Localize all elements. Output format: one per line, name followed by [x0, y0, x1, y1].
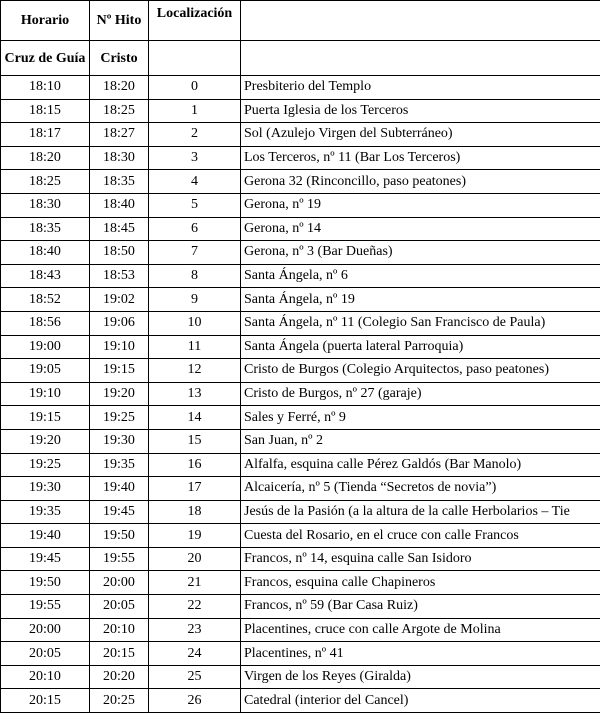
location-text: Puerta Iglesia de los Terceros: [241, 99, 600, 123]
table-row: [1, 170, 600, 194]
cruz-time: 18:17: [1, 123, 90, 147]
location-text: Alcaicería, nº 5 (Tienda “Secretos de novia”): [241, 477, 600, 501]
location-text: Gerona, nº 14: [241, 217, 600, 241]
location-text: Sales y Ferré, nº 9: [241, 406, 600, 430]
hito-number: 25: [149, 665, 241, 689]
cruz-time: 18:35: [1, 217, 90, 241]
hito-number: 7: [149, 241, 241, 265]
header-cruz-de-guia: Cruz de Guía: [1, 41, 90, 76]
cruz-time: 20:00: [1, 618, 90, 642]
cristo-time: 20:05: [90, 595, 149, 619]
cruz-time: 18:20: [1, 146, 90, 170]
hito-number: 2: [149, 123, 241, 147]
header-empty: [241, 41, 600, 76]
table-row: [1, 689, 600, 713]
cruz-time: 19:50: [1, 571, 90, 595]
hito-number: 8: [149, 264, 241, 288]
cristo-time: 19:02: [90, 288, 149, 312]
cristo-time: 19:35: [90, 453, 149, 477]
table-row: [1, 288, 600, 312]
location-text: Placentines, cruce con calle Argote de Molina: [241, 618, 600, 642]
cruz-time: 20:15: [1, 689, 90, 713]
cruz-time: 19:25: [1, 453, 90, 477]
hito-number: 24: [149, 642, 241, 666]
hito-number: 6: [149, 217, 241, 241]
location-text: Catedral (interior del Cancel): [241, 689, 600, 713]
header-cristo: Cristo: [90, 41, 149, 76]
table-row: [1, 477, 600, 501]
location-text: Francos, nº 14, esquina calle San Isidoro: [241, 547, 600, 571]
location-text: Placentines, nº 41: [241, 642, 600, 666]
location-text: Santa Ángela, nº 6: [241, 264, 600, 288]
cruz-time: 19:05: [1, 359, 90, 383]
hito-number: 4: [149, 170, 241, 194]
table-row: [1, 123, 600, 147]
location-text: Sol (Azulejo Virgen del Subterráneo): [241, 123, 600, 147]
table-row: [1, 500, 600, 524]
cruz-time: 18:30: [1, 193, 90, 217]
hito-number: 21: [149, 571, 241, 595]
location-text: Gerona, nº 19: [241, 193, 600, 217]
location-text: Santa Ángela (puerta lateral Parroquia): [241, 335, 600, 359]
cruz-time: 19:20: [1, 429, 90, 453]
cruz-time: 19:55: [1, 595, 90, 619]
cristo-time: 18:25: [90, 99, 149, 123]
cristo-time: 20:00: [90, 571, 149, 595]
header-horario: Horario: [1, 1, 90, 41]
header-empty: [149, 41, 241, 76]
hito-number: 11: [149, 335, 241, 359]
table-row: [1, 524, 600, 548]
cristo-time: 19:25: [90, 406, 149, 430]
cruz-time: 18:52: [1, 288, 90, 312]
cristo-time: 19:30: [90, 429, 149, 453]
cristo-time: 19:15: [90, 359, 149, 383]
hito-number: 10: [149, 311, 241, 335]
cristo-time: 18:40: [90, 193, 149, 217]
location-text: Los Terceros, nº 11 (Bar Los Terceros): [241, 146, 600, 170]
cruz-time: 19:45: [1, 547, 90, 571]
hito-number: 3: [149, 146, 241, 170]
location-text: Virgen de los Reyes (Giralda): [241, 665, 600, 689]
table-row: [1, 311, 600, 335]
hito-number: 16: [149, 453, 241, 477]
location-text: Francos, esquina calle Chapineros: [241, 571, 600, 595]
cruz-time: 19:30: [1, 477, 90, 501]
cruz-time: 20:10: [1, 665, 90, 689]
table-body: [1, 76, 600, 713]
table-row: [1, 359, 600, 383]
location-text: Santa Ángela, nº 11 (Colegio San Francisco de Paula): [241, 311, 600, 335]
table-row: [1, 241, 600, 265]
cristo-time: 18:20: [90, 76, 149, 100]
location-text: Presbiterio del Templo: [241, 76, 600, 100]
cristo-time: 18:45: [90, 217, 149, 241]
location-text: Cuesta del Rosario, en el cruce con calle Francos: [241, 524, 600, 548]
hito-number: 19: [149, 524, 241, 548]
hito-number: 17: [149, 477, 241, 501]
cruz-time: 19:35: [1, 500, 90, 524]
cristo-time: 19:50: [90, 524, 149, 548]
table-row: [1, 665, 600, 689]
cruz-time: 18:10: [1, 76, 90, 100]
cristo-time: 18:27: [90, 123, 149, 147]
hito-number: 18: [149, 500, 241, 524]
table-row: [1, 146, 600, 170]
table-row: [1, 547, 600, 571]
cristo-time: 18:50: [90, 241, 149, 265]
header-hito: Nº Hito: [90, 1, 149, 41]
cristo-time: 19:40: [90, 477, 149, 501]
table-row: [1, 335, 600, 359]
location-text: San Juan, nº 2: [241, 429, 600, 453]
cruz-time: 20:05: [1, 642, 90, 666]
header-localizacion: Localización: [149, 1, 241, 41]
cristo-time: 19:06: [90, 311, 149, 335]
table-row: [1, 406, 600, 430]
table-row: [1, 642, 600, 666]
table-row: [1, 618, 600, 642]
location-text: Jesús de la Pasión (a la altura de la calle Herbolarios – Tie: [241, 500, 600, 524]
hito-number: 13: [149, 382, 241, 406]
cruz-time: 18:15: [1, 99, 90, 123]
cruz-time: 18:43: [1, 264, 90, 288]
location-text: Cristo de Burgos, nº 27 (garaje): [241, 382, 600, 406]
cristo-time: 18:35: [90, 170, 149, 194]
location-text: Santa Ángela, nº 19: [241, 288, 600, 312]
hito-number: 15: [149, 429, 241, 453]
table-row: [1, 382, 600, 406]
location-text: Gerona, nº 3 (Bar Dueñas): [241, 241, 600, 265]
hito-number: 23: [149, 618, 241, 642]
cruz-time: 18:25: [1, 170, 90, 194]
cristo-time: 19:10: [90, 335, 149, 359]
cristo-time: 19:45: [90, 500, 149, 524]
cruz-time: 19:10: [1, 382, 90, 406]
hito-number: 1: [149, 99, 241, 123]
hito-number: 26: [149, 689, 241, 713]
hito-number: 5: [149, 193, 241, 217]
hito-number: 0: [149, 76, 241, 100]
hito-number: 22: [149, 595, 241, 619]
location-text: Cristo de Burgos (Colegio Arquitectos, paso peatones): [241, 359, 600, 383]
table-row: [1, 76, 600, 100]
cristo-time: 20:15: [90, 642, 149, 666]
table-row: [1, 595, 600, 619]
cruz-time: 19:15: [1, 406, 90, 430]
cristo-time: 18:30: [90, 146, 149, 170]
cristo-time: 19:20: [90, 382, 149, 406]
table-row: [1, 217, 600, 241]
cruz-time: 19:00: [1, 335, 90, 359]
cristo-time: 19:55: [90, 547, 149, 571]
cruz-time: 19:40: [1, 524, 90, 548]
cruz-time: 18:40: [1, 241, 90, 265]
table-row: [1, 571, 600, 595]
location-text: Gerona 32 (Rinconcillo, paso peatones): [241, 170, 600, 194]
header-row-1: [1, 1, 600, 41]
hito-number: 14: [149, 406, 241, 430]
cristo-time: 20:10: [90, 618, 149, 642]
location-text: Alfalfa, esquina calle Pérez Galdós (Bar Manolo): [241, 453, 600, 477]
cristo-time: 18:53: [90, 264, 149, 288]
hito-number: 20: [149, 547, 241, 571]
hito-number: 9: [149, 288, 241, 312]
table-row: [1, 429, 600, 453]
table-row: [1, 264, 600, 288]
table-row: [1, 193, 600, 217]
table-row: [1, 99, 600, 123]
table-row: [1, 453, 600, 477]
cruz-time: 18:56: [1, 311, 90, 335]
cristo-time: 20:25: [90, 689, 149, 713]
hito-number: 12: [149, 359, 241, 383]
header-empty: [241, 1, 600, 41]
location-text: Francos, nº 59 (Bar Casa Ruiz): [241, 595, 600, 619]
header-row-2: [1, 41, 600, 76]
cristo-time: 20:20: [90, 665, 149, 689]
